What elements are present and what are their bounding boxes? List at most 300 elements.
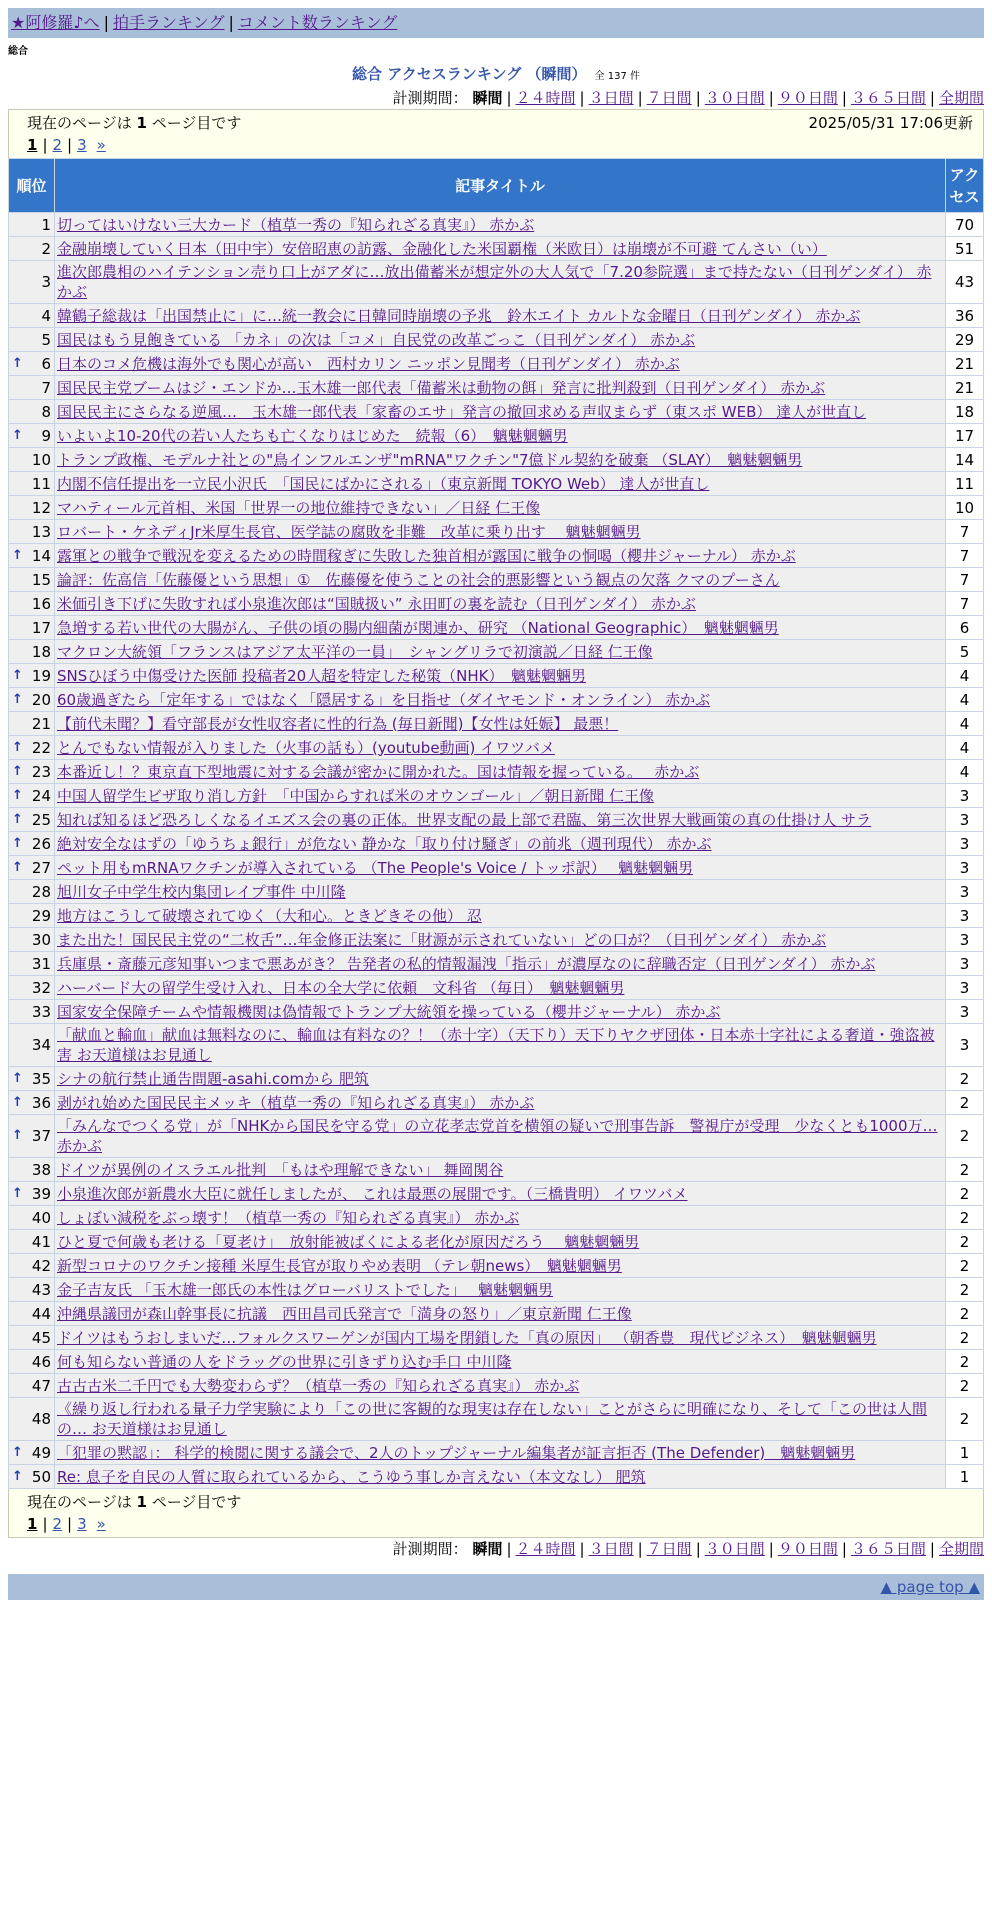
pager-bottom (8, 1489, 984, 1538)
period-link-30d[interactable]: ３０日間 (704, 89, 765, 107)
access-count: 2 (946, 1326, 984, 1350)
rank-cell (9, 832, 55, 856)
access-count: 5 (946, 640, 984, 664)
header-title: 記事タイトル (55, 159, 946, 213)
table-row (9, 568, 984, 592)
rank-cell (9, 1158, 55, 1182)
rank-number: 39 (31, 1184, 51, 1203)
article-title-link[interactable]: 国民民主にさらなる逆風… 玉木雄一郎代表「家畜のエサ」発言の撤回求める声収まらず（東スポ WEB） 達人が世直し (57, 402, 867, 421)
title-cell (55, 952, 946, 976)
access-count: 7 (946, 568, 984, 592)
current-page-text: 現在のページは 1 ページ目です (27, 114, 242, 132)
table-row (9, 261, 984, 304)
article-title-link[interactable]: トランプ政権、モデルナ社との"鳥インフルエンザ"mRNA"ワクチン"7億ドル契約を破棄 （SLAY） 魑魅魍魎男 (57, 450, 803, 469)
access-count: 3 (946, 952, 984, 976)
access-count: 36 (946, 304, 984, 328)
title-cell (55, 568, 946, 592)
access-count: 70 (946, 213, 984, 237)
table-row (9, 544, 984, 568)
table-row (9, 928, 984, 952)
title-cell (55, 1254, 946, 1278)
page-current: 1 (27, 136, 38, 154)
arrow-up-icon: ↑ (12, 355, 23, 371)
rank-cell (9, 592, 55, 616)
rank-number: 23 (31, 762, 51, 781)
article-title-link[interactable]: 内閣不信任提出を一立民小沢氏 「国民にばかにされる」（東京新聞 TOKYO Web） 達人が世直し (57, 474, 710, 493)
access-count: 2 (946, 1350, 984, 1374)
rank-number: 50 (31, 1467, 51, 1486)
page-links-bottom (27, 1513, 973, 1535)
table-row (9, 592, 984, 616)
rank-number: 25 (31, 810, 51, 829)
rank-cell (9, 1465, 55, 1489)
article-title-link[interactable]: 剥がれ始めた国民民主メッキ（植草一秀の『知られざる真実』） 赤かぶ (57, 1093, 535, 1112)
period-separator: | (929, 89, 935, 107)
title-cell (55, 1278, 946, 1302)
title-cell (55, 1206, 946, 1230)
page-separator: | (67, 136, 73, 154)
title-cell (55, 832, 946, 856)
access-count: 18 (946, 400, 984, 424)
article-title-link[interactable]: 金融崩壊していく日本（田中宇）安倍昭恵の訪露、金融化した米国覇権（米欧日）は崩壊が不可避 てんさい（い） (57, 239, 827, 258)
table-row (9, 784, 984, 808)
article-title-link[interactable]: ロバート・ケネディJr米厚生長官、医学誌の腐敗を非難 改革に乗り出す 魑魅魍魎男 (57, 522, 641, 541)
rank-number: 26 (31, 834, 51, 853)
article-title-link[interactable]: 新型コロナのワクチン接種 米厚生長官が取りやめ表明 （テレ朝news） 魑魅魍魎男 (57, 1256, 622, 1275)
rank-cell (9, 736, 55, 760)
rank-cell (9, 424, 55, 448)
arrow-up-icon: ↑ (12, 1185, 23, 1201)
page-link-next[interactable]: » (96, 136, 106, 154)
pager-top (8, 109, 984, 158)
table-row (9, 520, 984, 544)
table-row (9, 1302, 984, 1326)
period-separator: | (768, 89, 774, 107)
rank-number: 2 (41, 239, 51, 258)
title-cell (55, 760, 946, 784)
rank-cell (9, 1254, 55, 1278)
article-title-link[interactable]: 「みんなでつくる党」が「NHKから国民を守る党」の立花孝志党首を横領の疑いで刑事告訴 警視庁が受理 少なくとも1000万… 赤かぶ (57, 1117, 938, 1155)
table-row (9, 472, 984, 496)
rank-number: 31 (31, 954, 51, 973)
rank-cell (9, 400, 55, 424)
title-cell (55, 784, 946, 808)
access-count: 3 (946, 832, 984, 856)
ranking-title (8, 64, 984, 87)
article-title-link[interactable]: 国民民主党ブームはジ・エンドか…玉木雄一郎代表「備蓄米は動物の餌」発言に批判殺到（日刊ゲンダイ） 赤かぶ (57, 378, 826, 397)
table-row (9, 832, 984, 856)
rank-number: 17 (31, 618, 51, 637)
title-cell (55, 856, 946, 880)
rank-cell (9, 976, 55, 1000)
rank-number: 5 (41, 330, 51, 349)
article-title-link[interactable]: 《繰り返し行われる量子力学実験により「この世に客観的な現実は存在しない」ことがさらに明確になり、そして「この世は人間の… お天道様はお見通し (57, 1400, 928, 1438)
rank-number: 22 (31, 738, 51, 757)
article-title-link[interactable]: 60歳過ぎたら「定年する」ではなく「隠居する」を目指せ（ダイヤモンド・オンライン） 赤かぶ (57, 690, 711, 709)
access-count: 2 (946, 1091, 984, 1115)
article-title-link[interactable]: 進次郎農相のハイテンション売り口上がアダに…放出備蓄米が想定外の大人気で「7.20参院選」まで持たない（日刊ゲンダイ） 赤かぶ (57, 263, 932, 301)
article-title-link[interactable]: 「献血と輸血」献血は無料なのに、輸血は有料なの？！（赤十字）（天下り）天下りヤクザ団体・日本赤十字社による奢道・強盗被害 お天道様はお見通し (57, 1026, 935, 1064)
rank-cell (9, 688, 55, 712)
title-cell (55, 1302, 946, 1326)
comment-ranking-link[interactable]: コメント数ランキング (237, 13, 398, 32)
access-count: 2 (946, 1182, 984, 1206)
article-title-link[interactable]: ひと夏で何歳も老ける「夏老け」 放射能被ばくによる老化が原因だろう 魑魅魍魎男 (57, 1232, 640, 1251)
arrow-up-icon: ↑ (12, 427, 23, 443)
period-link-all[interactable]: 全期間 (938, 89, 984, 107)
rank-cell (9, 1230, 55, 1254)
title-cell (55, 808, 946, 832)
table-row (9, 1230, 984, 1254)
table-row (9, 304, 984, 328)
access-count: 2 (946, 1067, 984, 1091)
access-count: 2 (946, 1254, 984, 1278)
page-separator: | (42, 136, 48, 154)
rank-number: 43 (31, 1280, 51, 1299)
table-row (9, 952, 984, 976)
article-title-link[interactable]: 絶対安全なはずの「ゆうちょ銀行」が危ない 静かな「取り付け騒ぎ」の前兆（週刊現代） 赤かぶ (57, 834, 712, 853)
article-title-link[interactable]: ドイツが異例のイスラエル批判 「もはや理解できない」 舞岡関谷 (57, 1160, 504, 1179)
article-title-link[interactable]: ハーバード大の留学生受け入れ、日本の全大学に依頼 文科省 （毎日） 魑魅魍魎男 (57, 978, 625, 997)
page-link-3[interactable]: 3 (77, 136, 87, 154)
rank-cell (9, 616, 55, 640)
title-cell (55, 400, 946, 424)
access-count: 3 (946, 904, 984, 928)
rank-cell (9, 664, 55, 688)
period-link-90d-bottom[interactable]: ９０日間 (777, 1540, 838, 1558)
arrow-up-icon: ↑ (12, 859, 23, 875)
rank-number: 32 (31, 978, 51, 997)
table-row (9, 856, 984, 880)
access-count: 1 (946, 1465, 984, 1489)
table-row (9, 808, 984, 832)
title-cell (55, 904, 946, 928)
access-count: 2 (946, 1206, 984, 1230)
access-count: 7 (946, 520, 984, 544)
table-row (9, 400, 984, 424)
article-title-link[interactable]: 沖縄県議団が森山幹事長に抗議 西田昌司氏発言で「満身の怒り」／東京新聞 仁王像 (57, 1304, 632, 1323)
rank-number: 29 (31, 906, 51, 925)
period-separator: | (695, 89, 701, 107)
top-nav (8, 8, 984, 38)
title-cell (55, 1465, 946, 1489)
title-cell (55, 664, 946, 688)
page-link-2[interactable]: 2 (52, 136, 63, 154)
title-cell (55, 736, 946, 760)
rank-number: 7 (41, 378, 51, 397)
rank-number: 33 (31, 1002, 51, 1021)
period-link-90d[interactable]: ９０日間 (777, 89, 838, 107)
article-title-link[interactable]: 国家安全保障チームや情報機関は偽情報でトランプ大統領を操っている（櫻井ジャーナル） 赤かぶ (57, 1002, 721, 1021)
arrow-up-icon: ↑ (12, 1070, 23, 1086)
access-count: 7 (946, 544, 984, 568)
article-title-link[interactable]: 米価引き下げに失敗すれば小泉進次郎は“国賊扱い” 永田町の裏を読む（日刊ゲンダイ） 赤かぶ (57, 594, 696, 613)
rank-cell (9, 1091, 55, 1115)
article-title-link[interactable]: 旭川女子中学生校内集団レイプ事件 中川隆 (57, 882, 346, 901)
title-cell (55, 688, 946, 712)
title-cell (55, 1374, 946, 1398)
rank-number: 14 (31, 546, 51, 565)
period-label-bottom: 計測期間： (392, 1540, 468, 1558)
period-link-24h[interactable]: ２４時間 (515, 89, 576, 107)
period-link-7d[interactable]: ７日間 (646, 89, 692, 107)
rank-cell (9, 928, 55, 952)
title-cell (55, 1326, 946, 1350)
rank-number: 21 (31, 714, 51, 733)
access-count: 14 (946, 448, 984, 472)
access-count: 2 (946, 1398, 984, 1441)
article-title-link[interactable]: また出た！国民民主党の“二枚舌”…年金修正法案に「財源が示されていない」どの口が？（日刊ゲンダイ） 赤かぶ (57, 930, 827, 949)
period-separator: | (768, 1540, 774, 1558)
access-count: 3 (946, 856, 984, 880)
table-row (9, 1398, 984, 1441)
arrow-up-icon: ↑ (12, 739, 23, 755)
rank-cell (9, 1326, 55, 1350)
rank-number: 34 (31, 1036, 51, 1054)
table-row (9, 328, 984, 352)
article-title-link[interactable]: ペット用もmRNAワクチンが導入されている （The People's Voice / トッポ訳） 魑魅魍魎男 (57, 858, 694, 877)
title-cell (55, 1350, 946, 1374)
arrow-up-icon: ↑ (12, 787, 23, 803)
rank-number: 12 (31, 498, 51, 517)
rank-number: 49 (31, 1443, 51, 1462)
period-link-7d-bottom[interactable]: ７日間 (646, 1540, 692, 1558)
clap-ranking-link[interactable]: 拍手ランキング (112, 13, 225, 32)
period-link-24h-bottom[interactable]: ２４時間 (515, 1540, 576, 1558)
article-title-link[interactable]: 小泉進次郎が新農水大臣に就任しましたが、 これは最悪の展開です。（三橋貴明） イワツバメ (57, 1184, 688, 1203)
article-title-link[interactable]: 中国人留学生ビザ取り消し方針 「中国からすれば米のオウンゴール」／朝日新聞 仁王像 (57, 786, 654, 805)
rank-cell (9, 472, 55, 496)
period-link-all-bottom[interactable]: 全期間 (938, 1540, 984, 1558)
rank-number: 4 (41, 306, 51, 325)
table-row (9, 213, 984, 237)
article-title-link[interactable]: マクロン大統領「フランスはアジア太平洋の一員」 シャングリラで初演説／日経 仁王像 (57, 642, 653, 661)
arrow-up-icon: ↑ (12, 547, 23, 563)
period-separator: | (841, 1540, 847, 1558)
title-cell (55, 1230, 946, 1254)
access-count: 17 (946, 424, 984, 448)
arrow-up-icon: ↑ (12, 763, 23, 779)
table-row (9, 1115, 984, 1158)
nav-separator: | (228, 13, 234, 32)
period-link-365d-bottom[interactable]: ３６５日間 (850, 1540, 926, 1558)
access-count: 3 (946, 808, 984, 832)
rank-cell (9, 1374, 55, 1398)
rank-number: 15 (31, 570, 51, 589)
article-title-link[interactable]: Re: 息子を自民の人質に取られているから、こうゆう事しか言えない（本文なし） 肥筑 (57, 1467, 646, 1486)
rank-number: 38 (31, 1160, 51, 1179)
title-cell (55, 1024, 946, 1067)
page-top-link[interactable]: ▲ page top ▲ (880, 1578, 980, 1596)
title-cell (55, 261, 946, 304)
table-row (9, 496, 984, 520)
article-title-link[interactable]: 急増する若い世代の大腸がん、子供の頃の腸内細菌が関連か、研究 （National Geographic） 魑魅魍魎男 (57, 618, 779, 637)
rank-cell (9, 952, 55, 976)
page-separator: | (67, 1515, 73, 1533)
rank-number: 10 (31, 450, 51, 469)
article-title-link[interactable]: とんでもない情報が入りました（火事の話も）(youtube動画) イワツバメ (57, 738, 555, 757)
total-count: 全 137 件 (594, 71, 640, 82)
arrow-up-icon: ↑ (12, 1444, 23, 1460)
title-cell (55, 1000, 946, 1024)
title-cell (55, 304, 946, 328)
access-count: 4 (946, 736, 984, 760)
article-title-link[interactable]: ドイツはもうおしまいだ…フォルクスワーゲンが国内工場を閉鎖した「真の原因」 （朝香豊 現代ビジネス） 魑魅魍魎男 (57, 1328, 877, 1347)
access-count: 4 (946, 664, 984, 688)
period-separator: | (637, 1540, 643, 1558)
rank-number: 9 (41, 426, 51, 445)
article-title-link[interactable]: 【前代未聞？】看守部長が女性収容者に性的行為 (毎日新聞)【女性は妊娠】 最悪！ (57, 714, 619, 733)
table-row (9, 1091, 984, 1115)
rank-cell (9, 1302, 55, 1326)
page-links (27, 134, 973, 156)
article-title-link[interactable]: 古古古米二千円でも大勢変わらず？（植草一秀の『知られざる真実』） 赤かぶ (57, 1376, 580, 1395)
rank-cell (9, 760, 55, 784)
period-separator: | (637, 89, 643, 107)
period-link-3d[interactable]: ３日間 (588, 89, 634, 107)
title-cell (55, 376, 946, 400)
access-count: 51 (946, 237, 984, 261)
rank-cell (9, 1067, 55, 1091)
article-title-link[interactable]: 国民はもう見飽きている 「カネ」の次は「コメ」自民党の改革ごっこ（日刊ゲンダイ） 赤かぶ (57, 330, 696, 349)
ranking-title-text: 総合 アクセスランキング （瞬間） (352, 65, 587, 83)
home-link[interactable]: ★阿修羅♪へ (11, 13, 100, 32)
article-title-link[interactable]: 日本のコメ危機は海外でも関心が高い 西村カリン ニッポン見聞考（日刊ゲンダイ） 赤かぶ (57, 354, 680, 373)
rank-cell (9, 352, 55, 376)
access-count: 2 (946, 1230, 984, 1254)
rank-cell (9, 376, 55, 400)
page-link-2-bottom[interactable]: 2 (52, 1515, 63, 1533)
title-cell (55, 520, 946, 544)
rank-number: 20 (31, 690, 51, 709)
access-count: 2 (946, 1374, 984, 1398)
table-row (9, 1350, 984, 1374)
category-label: 総合 (8, 46, 28, 57)
rank-number: 30 (31, 930, 51, 949)
article-title-link[interactable]: しょぼい減税をぶっ壊す！（植草一秀の『知られざる真実』） 赤かぶ (57, 1208, 520, 1227)
article-title-link[interactable]: 何も知らない普通の人をドラッグの世界に引きずり込む手口 中川隆 (57, 1352, 512, 1371)
access-count: 3 (946, 784, 984, 808)
access-count: 3 (946, 1024, 984, 1067)
title-cell (55, 1441, 946, 1465)
header-access: アクセス (946, 159, 984, 213)
nav-separator: | (103, 13, 109, 32)
title-cell (55, 424, 946, 448)
access-count: 3 (946, 928, 984, 952)
table-row (9, 880, 984, 904)
access-count: 2 (946, 1115, 984, 1158)
access-count: 6 (946, 616, 984, 640)
table-row (9, 712, 984, 736)
rank-cell (9, 712, 55, 736)
rank-cell (9, 520, 55, 544)
page-link-3-bottom[interactable]: 3 (77, 1515, 87, 1533)
article-title-link[interactable]: シナの航行禁止通告問題-asahi.comから 肥筑 (57, 1069, 369, 1088)
rank-cell (9, 1024, 55, 1067)
period-current-bottom: 瞬間 (472, 1540, 503, 1558)
title-cell (55, 1158, 946, 1182)
page-link-next-bottom[interactable]: » (96, 1515, 106, 1533)
title-cell (55, 544, 946, 568)
rank-cell (9, 213, 55, 237)
rank-number: 44 (31, 1304, 51, 1323)
access-count: 2 (946, 1302, 984, 1326)
period-bar-top (8, 87, 984, 109)
period-link-365d[interactable]: ３６５日間 (850, 89, 926, 107)
period-link-30d-bottom[interactable]: ３０日間 (704, 1540, 765, 1558)
article-title-link[interactable]: SNSひぼう中傷受けた医師 投稿者20人超を特定した秘策（NHK） 魑魅魍魎男 (57, 666, 586, 685)
period-current: 瞬間 (472, 89, 503, 107)
rank-number: 41 (31, 1232, 51, 1251)
article-title-link[interactable]: 金子吉友氏 「玉木雄一郎氏の本性はグローバリストでした」 魑魅魍魎男 (57, 1280, 553, 1299)
rank-cell (9, 856, 55, 880)
article-title-link[interactable]: 切ってはいけない三大カード（植草一秀の『知られざる真実』） 赤かぶ (57, 215, 535, 234)
arrow-up-icon: ↑ (12, 1094, 23, 1110)
period-separator: | (579, 89, 585, 107)
period-separator: | (841, 89, 847, 107)
rank-cell (9, 1115, 55, 1158)
period-separator: | (929, 1540, 935, 1558)
current-page-text-bottom: 現在のページは 1 ページ目です (27, 1493, 242, 1511)
ranking-body (9, 213, 984, 1489)
rank-number: 27 (31, 858, 51, 877)
rank-cell (9, 1278, 55, 1302)
article-title-link[interactable]: 知れば知るほど恐ろしくなるイエズス会の裏の正体。世界支配の最上部で君臨、第三次世界大戦画策の真の仕掛け人 サラ (57, 810, 872, 829)
rank-number: 1 (41, 215, 51, 234)
arrow-up-icon: ↑ (12, 691, 23, 707)
rank-number: 42 (31, 1256, 51, 1275)
table-row (9, 616, 984, 640)
period-bar-bottom (8, 1538, 984, 1560)
current-page-number-bottom: 1 (136, 1493, 147, 1511)
rank-number: 11 (31, 474, 51, 493)
article-title-link[interactable]: 露軍との戦争で戦況を変えるための時間稼ぎに失敗した独首相が露国に戦争の恫喝（櫻井ジャーナル） 赤かぶ (57, 546, 796, 565)
article-title-link[interactable]: マハティール元首相、米国「世界一の地位維持できない」／日経 仁王像 (57, 498, 541, 517)
rank-cell (9, 261, 55, 304)
access-count: 1 (946, 1441, 984, 1465)
table-row (9, 1067, 984, 1091)
arrow-up-icon: ↑ (12, 835, 23, 851)
article-title-link[interactable]: 「犯罪の黙認」： 科学的検閲に関する議会で、2人のトップジャーナル編集者が証言拒否 (The Defender) 魑魅魍魎男 (57, 1443, 856, 1462)
article-title-link[interactable]: 地方はこうして破壊されてゆく（大和心。ときどきその他） 忍 (57, 906, 482, 925)
header-rank: 順位 (9, 159, 55, 213)
table-row (9, 736, 984, 760)
rank-number: 48 (31, 1410, 51, 1428)
period-separator: | (506, 89, 512, 107)
article-title-link[interactable]: 論評：佐高信「佐藤優という思想」① 佐藤優を使うことの社会的悪影響という観点の欠落 クマのプーさん (57, 570, 780, 589)
period-separator: | (579, 1540, 585, 1558)
table-row (9, 760, 984, 784)
period-link-3d-bottom[interactable]: ３日間 (588, 1540, 634, 1558)
arrow-up-icon: ↑ (12, 811, 23, 827)
title-cell (55, 592, 946, 616)
article-title-link[interactable]: 韓鶴子総裁は「出国禁止に」に…統一教会に日韓同時崩壊の予兆 鈴木エイト カルトな金曜日（日刊ゲンダイ） 赤かぶ (57, 306, 861, 325)
period-label: 計測期間： (392, 89, 468, 107)
table-row (9, 237, 984, 261)
access-count: 4 (946, 712, 984, 736)
rank-cell (9, 448, 55, 472)
rank-cell (9, 328, 55, 352)
table-row (9, 1024, 984, 1067)
access-count: 2 (946, 1158, 984, 1182)
article-title-link[interactable]: いよいよ10-20代の若い人たちも亡くなりはじめた 続報（6） 魑魅魍魎男 (57, 426, 568, 445)
ranking-table (8, 158, 984, 1489)
article-title-link[interactable]: 兵庫県・斎藤元彦知事いつまで悪あがき？ 告発者の私的情報漏洩「指示」が濃厚なのに辞職否定（日刊ゲンダイ） 赤かぶ (57, 954, 876, 973)
rank-number: 45 (31, 1328, 51, 1347)
table-row (9, 640, 984, 664)
table-row (9, 352, 984, 376)
article-title-link[interactable]: 本番近し！？東京直下型地震に対する会議が密かに開かれた。国は情報を握っている。 赤かぶ (57, 762, 700, 781)
